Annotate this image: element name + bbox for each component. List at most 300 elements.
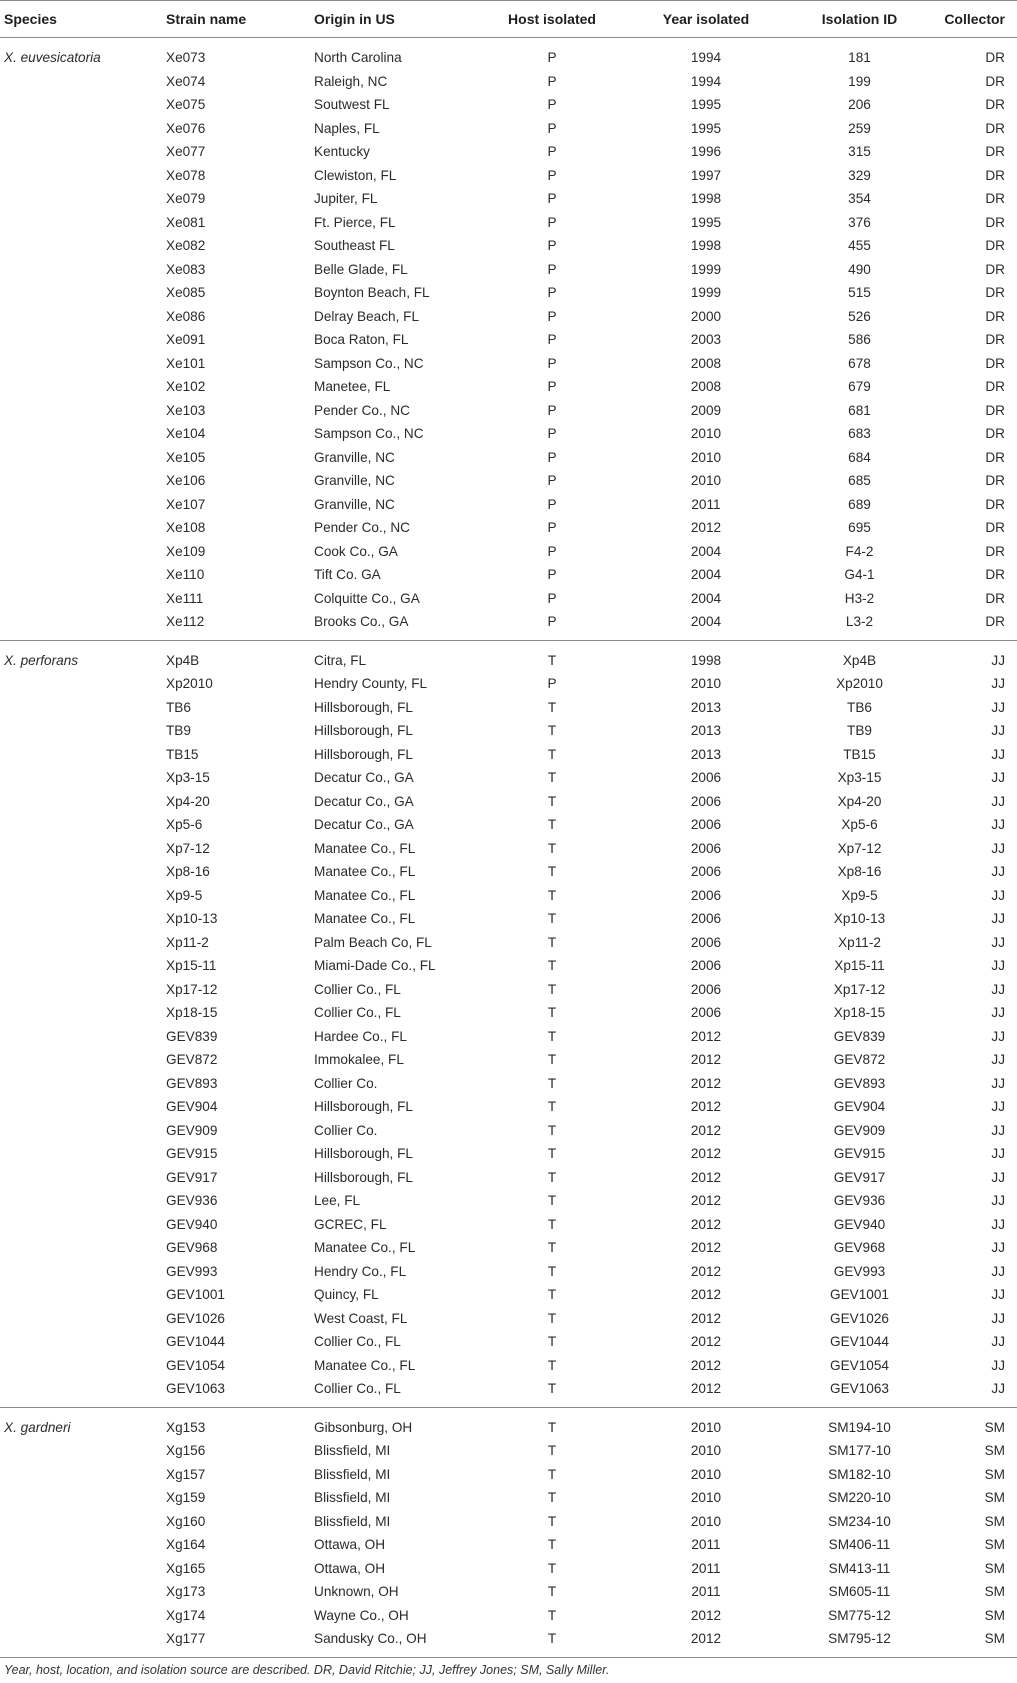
- table-row: [0, 766, 1017, 790]
- collector-cell: DR: [985, 567, 1005, 583]
- species-cell: [0, 696, 162, 720]
- year-cell: 1994: [690, 50, 722, 66]
- strain-name-cell: Xg165: [166, 1560, 206, 1576]
- table-row: [0, 1627, 1017, 1657]
- table-row: [0, 696, 1017, 720]
- collector-cell: JJ: [991, 1240, 1005, 1256]
- species-cell: [0, 931, 162, 955]
- strain-name-cell: GEV993: [166, 1263, 218, 1279]
- collector-cell: SM: [984, 1490, 1005, 1506]
- strain-name-cell: TB15: [166, 746, 199, 762]
- origin-cell: Decatur Co., GA: [314, 793, 414, 809]
- year-cell: 2010: [690, 676, 722, 692]
- host-cell: T: [547, 1169, 557, 1185]
- strain-name-cell: Xe091: [166, 332, 206, 348]
- host-cell: T: [547, 1584, 557, 1600]
- host-cell: T: [547, 1005, 557, 1021]
- table-row: [0, 1377, 1017, 1407]
- table-row: [0, 1439, 1017, 1463]
- species-cell: [0, 281, 162, 305]
- origin-cell: Delray Beach, FL: [314, 308, 420, 324]
- year-cell: 2000: [690, 308, 722, 324]
- isolation-id-cell: Xp10-13: [833, 911, 886, 927]
- table-row: [0, 954, 1017, 978]
- collector-cell: DR: [985, 191, 1005, 207]
- strain-name-cell: Xp15-11: [166, 958, 217, 974]
- origin-cell: Manatee Co., FL: [314, 911, 416, 927]
- table-row: [0, 446, 1017, 470]
- collector-cell: JJ: [991, 1263, 1005, 1279]
- table-row: [0, 516, 1017, 540]
- strain-name-cell: Xp5-6: [166, 817, 203, 833]
- strain-name-cell: GEV915: [166, 1146, 218, 1162]
- host-cell: T: [547, 1537, 557, 1553]
- species-cell: [0, 790, 162, 814]
- isolation-id-cell: 490: [848, 261, 871, 277]
- host-cell: P: [547, 285, 557, 301]
- host-cell: P: [547, 543, 557, 559]
- collector-cell: DR: [985, 614, 1005, 630]
- isolation-id-cell: 684: [848, 449, 871, 465]
- year-cell: 2013: [690, 723, 722, 739]
- strain-name-cell: Xe076: [166, 120, 206, 136]
- year-cell: 1995: [690, 97, 722, 113]
- strain-name-cell: Xe086: [166, 308, 206, 324]
- species-cell: [0, 1260, 162, 1284]
- host-cell: P: [547, 167, 557, 183]
- isolation-id-cell: Xp17-12: [833, 981, 886, 997]
- origin-cell: Lee, FL: [314, 1193, 361, 1209]
- year-cell: 1997: [690, 167, 722, 183]
- collector-cell: JJ: [991, 723, 1005, 739]
- origin-cell: Boca Raton, FL: [314, 332, 409, 348]
- isolation-id-cell: GEV904: [833, 1099, 886, 1115]
- origin-cell: Collier Co., FL: [314, 981, 401, 997]
- isolation-id-cell: SM406-11: [828, 1537, 891, 1553]
- isolation-id-cell: Xp8-16: [837, 864, 882, 880]
- year-cell: 2012: [690, 1028, 722, 1044]
- origin-cell: Hillsborough, FL: [314, 1169, 413, 1185]
- strain-name-cell: Xe078: [166, 167, 206, 183]
- strain-name-cell: Xe104: [166, 426, 206, 442]
- collector-cell: JJ: [991, 1287, 1005, 1303]
- species-cell: [0, 1463, 162, 1487]
- origin-cell: Decatur Co., GA: [314, 817, 414, 833]
- year-cell: 2004: [690, 590, 722, 606]
- species-cell: [0, 422, 162, 446]
- year-cell: 2008: [690, 355, 722, 371]
- host-cell: T: [547, 793, 557, 809]
- host-cell: T: [547, 723, 557, 739]
- year-cell: 1995: [690, 120, 722, 136]
- collector-cell: SM: [984, 1537, 1005, 1553]
- isolation-id-cell: SM182-10: [828, 1466, 891, 1482]
- table-row: [0, 399, 1017, 423]
- collector-cell: SM: [984, 1560, 1005, 1576]
- collector-cell: DR: [985, 285, 1005, 301]
- strain-name-cell: GEV893: [166, 1075, 218, 1091]
- year-cell: 2012: [690, 1631, 722, 1647]
- origin-cell: Sampson Co., NC: [314, 426, 424, 442]
- species-cell: [0, 399, 162, 423]
- strain-name-cell: Xg173: [166, 1584, 206, 1600]
- origin-cell: Collier Co., FL: [314, 1005, 401, 1021]
- table-row: [0, 884, 1017, 908]
- species-cell: [0, 1533, 162, 1557]
- year-cell: 2012: [690, 520, 722, 536]
- year-cell: 1999: [690, 285, 722, 301]
- species-cell: [0, 1236, 162, 1260]
- collector-cell: JJ: [991, 1028, 1005, 1044]
- table-row: [0, 493, 1017, 517]
- year-cell: 2012: [690, 1052, 722, 1068]
- table-row: [0, 1260, 1017, 1284]
- species-cell: [0, 766, 162, 790]
- isolation-id-cell: SM234-10: [828, 1513, 891, 1529]
- year-cell: 2011: [691, 1584, 721, 1600]
- species-cell: [0, 1557, 162, 1581]
- table-footnote: Year, host, location, and isolation source are described. DR, David Ritchie; JJ, Jeffrey Jones; SM, Sally Miller.: [4, 1663, 610, 1677]
- origin-cell: GCREC, FL: [314, 1216, 387, 1232]
- isolation-id-cell: L3-2: [845, 614, 874, 630]
- collector-cell: JJ: [991, 1334, 1005, 1350]
- strain-name-cell: GEV839: [166, 1028, 218, 1044]
- origin-cell: Pender Co., NC: [314, 520, 410, 536]
- isolation-id-cell: GEV909: [833, 1122, 886, 1138]
- collector-cell: SM: [984, 1419, 1005, 1435]
- host-cell: T: [547, 1099, 557, 1115]
- origin-cell: Blissfield, MI: [314, 1513, 391, 1529]
- species-cell: [0, 328, 162, 352]
- species-cell: [0, 1604, 162, 1628]
- host-cell: T: [547, 699, 557, 715]
- species-cell: [0, 1001, 162, 1025]
- strain-name-cell: Xg159: [166, 1490, 206, 1506]
- year-cell: 2012: [690, 1607, 722, 1623]
- year-cell: 2003: [690, 332, 722, 348]
- collector-cell: JJ: [991, 699, 1005, 715]
- species-group: [0, 640, 1017, 1407]
- isolation-id-cell: SM194-10: [828, 1419, 891, 1435]
- table-row: [0, 790, 1017, 814]
- table-row: [0, 1557, 1017, 1581]
- collector-cell: DR: [985, 214, 1005, 230]
- host-cell: P: [547, 73, 557, 89]
- species-cell: [0, 1025, 162, 1049]
- column-header-strain-name: Strain name: [162, 1, 310, 38]
- isolation-id-cell: H3-2: [844, 590, 875, 606]
- table-row: [0, 743, 1017, 767]
- strain-name-cell: Xg174: [166, 1607, 206, 1623]
- collector-cell: DR: [985, 238, 1005, 254]
- collector-cell: JJ: [991, 958, 1005, 974]
- host-cell: T: [547, 1287, 557, 1303]
- species-cell: [0, 187, 162, 211]
- origin-cell: Manatee Co., FL: [314, 840, 416, 856]
- year-cell: 1996: [690, 144, 722, 160]
- host-cell: T: [547, 981, 557, 997]
- table-row: [0, 305, 1017, 329]
- collector-cell: JJ: [991, 864, 1005, 880]
- strain-name-cell: Xe107: [166, 496, 206, 512]
- isolation-id-cell: SM413-11: [828, 1560, 891, 1576]
- table-row: [0, 1025, 1017, 1049]
- species-cell: [0, 1580, 162, 1604]
- year-cell: 2010: [690, 426, 722, 442]
- collector-cell: DR: [985, 543, 1005, 559]
- origin-cell: Granville, NC: [314, 473, 395, 489]
- isolation-id-cell: 259: [848, 120, 871, 136]
- host-cell: T: [547, 840, 557, 856]
- origin-cell: Immokalee, FL: [314, 1052, 404, 1068]
- species-cell: [0, 907, 162, 931]
- isolation-id-cell: 683: [848, 426, 871, 442]
- host-cell: T: [547, 1381, 557, 1397]
- origin-cell: Pender Co., NC: [314, 402, 410, 418]
- year-cell: 2011: [691, 496, 721, 512]
- year-cell: 2012: [690, 1240, 722, 1256]
- strain-name-cell: GEV1026: [166, 1310, 225, 1326]
- table-row: [0, 640, 1017, 672]
- year-cell: 1994: [690, 73, 722, 89]
- host-cell: P: [547, 520, 557, 536]
- origin-cell: West Coast, FL: [314, 1310, 408, 1326]
- table-row: [0, 422, 1017, 446]
- isolation-id-cell: 679: [848, 379, 871, 395]
- origin-cell: Hendry Co., FL: [314, 1263, 407, 1279]
- strain-name-cell: Xe074: [166, 73, 206, 89]
- host-cell: P: [547, 308, 557, 324]
- host-cell: T: [547, 864, 557, 880]
- isolation-id-cell: GEV917: [833, 1169, 886, 1185]
- year-cell: 1998: [690, 652, 722, 668]
- isolation-id-cell: SM775-12: [828, 1607, 891, 1623]
- strain-name-cell: GEV917: [166, 1169, 218, 1185]
- species-cell: [0, 352, 162, 376]
- species-cell: [0, 813, 162, 837]
- species-cell: [0, 540, 162, 564]
- collector-cell: SM: [984, 1513, 1005, 1529]
- host-cell: T: [547, 746, 557, 762]
- host-cell: P: [547, 97, 557, 113]
- host-cell: P: [547, 355, 557, 371]
- table-row: [0, 907, 1017, 931]
- table-row: [0, 1407, 1017, 1439]
- table-row: [0, 281, 1017, 305]
- strain-name-cell: Xe085: [166, 285, 206, 301]
- table-row: [0, 93, 1017, 117]
- species-cell: [0, 743, 162, 767]
- strain-name-cell: TB9: [166, 723, 191, 739]
- strain-name-cell: Xp9-5: [166, 887, 203, 903]
- species-cell: [0, 1213, 162, 1237]
- collector-cell: JJ: [991, 1357, 1005, 1373]
- collector-cell: JJ: [991, 746, 1005, 762]
- table-row: [0, 1283, 1017, 1307]
- isolation-id-cell: GEV940: [833, 1216, 886, 1232]
- collector-cell: JJ: [991, 1075, 1005, 1091]
- year-cell: 2013: [690, 699, 722, 715]
- table-row: [0, 587, 1017, 611]
- strain-name-cell: Xe075: [166, 97, 206, 113]
- table-row: [0, 1486, 1017, 1510]
- isolation-id-cell: 689: [848, 496, 871, 512]
- species-cell: [0, 1354, 162, 1378]
- collector-cell: DR: [985, 167, 1005, 183]
- table-row: [0, 978, 1017, 1002]
- origin-cell: Raleigh, NC: [314, 73, 388, 89]
- strain-name-cell: Xp2010: [166, 676, 213, 692]
- host-cell: P: [547, 402, 557, 418]
- origin-cell: Boynton Beach, FL: [314, 285, 430, 301]
- table-row: [0, 258, 1017, 282]
- strain-name-cell: Xe112: [166, 614, 205, 630]
- isolation-id-cell: GEV915: [833, 1146, 886, 1162]
- isolation-id-cell: GEV1063: [830, 1381, 889, 1397]
- host-cell: T: [547, 1631, 557, 1647]
- host-cell: T: [547, 1028, 557, 1044]
- table-row: [0, 469, 1017, 493]
- table-row: [0, 540, 1017, 564]
- origin-cell: North Carolina: [314, 50, 402, 66]
- collector-cell: DR: [985, 426, 1005, 442]
- collector-cell: DR: [985, 590, 1005, 606]
- strain-name-cell: Xp8-16: [166, 864, 210, 880]
- host-cell: T: [547, 1466, 557, 1482]
- host-cell: P: [547, 614, 557, 630]
- strain-name-cell: Xp7-12: [166, 840, 210, 856]
- isolation-id-cell: 329: [848, 167, 871, 183]
- species-cell: [0, 1166, 162, 1190]
- species-cell: [0, 884, 162, 908]
- origin-cell: Sampson Co., NC: [314, 355, 424, 371]
- species-cell: [0, 1439, 162, 1463]
- year-cell: 2010: [690, 1513, 722, 1529]
- host-cell: P: [547, 496, 557, 512]
- year-cell: 2012: [690, 1287, 722, 1303]
- year-cell: 2012: [690, 1310, 722, 1326]
- year-cell: 2006: [690, 887, 722, 903]
- species-cell: [0, 1119, 162, 1143]
- origin-cell: Tift Co. GA: [314, 567, 381, 583]
- collector-cell: DR: [985, 50, 1005, 66]
- table-row: [0, 1189, 1017, 1213]
- host-cell: T: [547, 770, 557, 786]
- host-cell: P: [547, 332, 557, 348]
- table-row: [0, 1236, 1017, 1260]
- isolation-id-cell: GEV872: [833, 1052, 886, 1068]
- species-cell: [0, 1048, 162, 1072]
- host-cell: T: [547, 1263, 557, 1279]
- collector-cell: JJ: [991, 1052, 1005, 1068]
- strain-name-cell: Xp18-15: [166, 1005, 218, 1021]
- host-cell: T: [547, 887, 557, 903]
- strain-name-cell: Xe105: [166, 449, 206, 465]
- species-cell: [0, 1627, 162, 1657]
- origin-cell: Granville, NC: [314, 449, 395, 465]
- species-cell: [0, 563, 162, 587]
- table-row: [0, 837, 1017, 861]
- collector-cell: DR: [985, 261, 1005, 277]
- origin-cell: Ottawa, OH: [314, 1560, 386, 1576]
- host-cell: T: [547, 1146, 557, 1162]
- column-header-isolation-id: Isolation ID: [786, 1, 933, 38]
- column-header-species: Species: [0, 1, 162, 38]
- host-cell: T: [547, 1443, 557, 1459]
- collector-cell: DR: [985, 308, 1005, 324]
- host-cell: T: [547, 958, 557, 974]
- species-cell: [0, 860, 162, 884]
- year-cell: 2012: [690, 1216, 722, 1232]
- collector-cell: JJ: [991, 770, 1005, 786]
- host-cell: P: [547, 214, 557, 230]
- year-cell: 1998: [690, 191, 722, 207]
- table-row: [0, 1330, 1017, 1354]
- species-cell: [0, 493, 162, 517]
- year-cell: 2012: [690, 1263, 722, 1279]
- host-cell: T: [547, 1607, 557, 1623]
- collector-cell: DR: [985, 355, 1005, 371]
- year-cell: 2010: [690, 1419, 722, 1435]
- year-cell: 2010: [690, 449, 722, 465]
- year-cell: 2012: [690, 1122, 722, 1138]
- strain-name-cell: GEV936: [166, 1193, 218, 1209]
- origin-cell: Blissfield, MI: [314, 1466, 391, 1482]
- strain-name-cell: Xe110: [166, 567, 205, 583]
- year-cell: 2006: [690, 840, 722, 856]
- isolation-id-cell: GEV839: [833, 1028, 886, 1044]
- host-cell: P: [547, 473, 557, 489]
- collector-cell: JJ: [991, 887, 1005, 903]
- year-cell: 2012: [690, 1193, 722, 1209]
- host-cell: P: [547, 191, 557, 207]
- host-cell: T: [547, 1193, 557, 1209]
- isolation-id-cell: Xp18-15: [833, 1005, 886, 1021]
- table-row: [0, 860, 1017, 884]
- isolation-id-cell: GEV993: [833, 1263, 886, 1279]
- table-row: [0, 117, 1017, 141]
- collector-cell: SM: [984, 1584, 1005, 1600]
- origin-cell: Belle Glade, FL: [314, 261, 408, 277]
- species-cell: [0, 117, 162, 141]
- strain-name-cell: Xe103: [166, 402, 206, 418]
- species-cell: [0, 140, 162, 164]
- origin-cell: Hardee Co., FL: [314, 1028, 407, 1044]
- isolation-id-cell: 199: [848, 73, 871, 89]
- species-cell: [0, 1486, 162, 1510]
- origin-cell: Collier Co., FL: [314, 1334, 401, 1350]
- year-cell: 2006: [690, 934, 722, 950]
- origin-cell: Hillsborough, FL: [314, 1099, 413, 1115]
- table-row: [0, 1580, 1017, 1604]
- origin-cell: Palm Beach Co, FL: [314, 934, 432, 950]
- species-cell: [0, 305, 162, 329]
- strain-name-cell: GEV940: [166, 1216, 218, 1232]
- host-cell: P: [547, 261, 557, 277]
- isolation-id-cell: Xp15-11: [834, 958, 885, 974]
- table-row: [0, 1533, 1017, 1557]
- strain-name-cell: Xe109: [166, 543, 206, 559]
- species-cell: [0, 587, 162, 611]
- host-cell: T: [547, 934, 557, 950]
- origin-cell: Collier Co.: [314, 1122, 378, 1138]
- isolation-id-cell: GEV893: [833, 1075, 886, 1091]
- table-row: [0, 1213, 1017, 1237]
- collector-cell: DR: [985, 473, 1005, 489]
- isolation-id-cell: 315: [848, 144, 871, 160]
- host-cell: T: [547, 1216, 557, 1232]
- strain-name-cell: Xg156: [166, 1443, 206, 1459]
